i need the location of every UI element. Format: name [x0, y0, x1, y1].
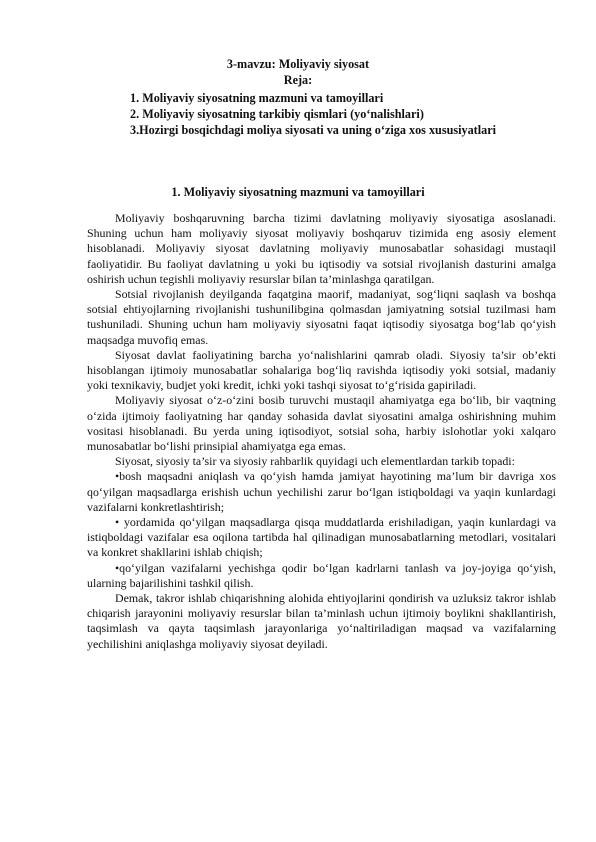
plan-item — [87, 122, 537, 138]
plan-heading: Reja: — [283, 73, 313, 87]
section-title: 1. Moliyaviy siyosatning mazmuni va tamoyillari — [171, 185, 425, 199]
plan-item-text: 1. Moliyaviy siyosatning mazmuni va tamoyillari — [130, 91, 384, 105]
paragraph: Moliyaviy boshqaruvning barcha tizimi davlatning moliyaviy siyosatiga asoslanadi. Shuning uchun ham moliyaviy siyosat moliyaviy boshqaruv tizimida eng asosiy element hisoblanadi. Moliyaviy siyosat davlatning moliyaviy munosabatlar sohasidagi mustaqil faoliyatidir. Bu faoliyat davlatning u yoki bu iqtisodiy va sotsial rivojlanish dasturini amalga oshirish uchun tegishli moliyaviy resurslar bilan ta’minlashga qaratilgan. — [87, 211, 556, 286]
topic-title: 3-mavzu: Moliyaviy siyosat — [226, 57, 370, 71]
paragraph: Siyosat, siyosiy ta’sir va siyosiy rahbarlik quyidagi uch elementlardan tarkib topadi: — [115, 454, 515, 469]
bullet-paragraph: •bosh maqsadni aniqlash va qo‘yish hamda jamiyat hayotining ma’lum bir davriga xos qo‘yilgan maqsadlarga erishish uchun yechilishi zarur bo‘lgan istiqboldagi va yaqin kunlardagi vazifalarni konkretlashtirish; — [87, 469, 556, 514]
body-text — [87, 211, 556, 652]
paragraph: Demak, takror ishlab chiqarishning alohida ehtiyojlarini qondirish va uzluksiz takror ishlab chiqarish jarayonini moliyaviy resurslar bilan ta’minlash uchun ijtimoiy boylikni shakllantirish, taqsimlash va qayta taqsimlash jarayonlariga yo‘naltiriladigan maqsad va vazifalarning yechilishini aniqlashga moliyaviy siyosat deyiladi. — [87, 591, 556, 651]
plan-item — [87, 106, 537, 122]
plan-item-text: 2. Moliyaviy siyosatning tarkibiy qismlari (yo‘nalishlari) — [130, 107, 424, 121]
paragraph: Sotsial rivojlanish deyilganda faqatgina maorif, madaniyat, sog‘liqni saqlash va boshqa sotsial ehtiyojlarning rivojlanishi tushunilibgina qolmasdan jamiyatning sotsial tuzilmasi ham tushuniladi. Shuning uchun ham moliyaviy siyosatni faqat iqtisodiy siyosatga bog‘lab qo‘yish maqsadga muvofiq emas. — [87, 287, 556, 347]
bullet-paragraph: • yordamida qo‘yilgan maqsadlarga qisqa muddatlarda erishiladigan, yaqin kunlardagi va istiqboldagi vazifalar esa oqilona tartibda hal qilinadigan munosabatlarning metodlari, vositalari va konkret shakllarini ishlab chiqish; — [87, 515, 556, 560]
plan-list — [87, 90, 537, 138]
paragraph: Siyosat davlat faoliyatining barcha yo‘nalishlarini qamrab oladi. Siyosiy ta’sir ob’ekti hisoblangan ijtimoiy munosabatlar sohalariga bog‘liq ravishda iqtisodiy yoki sotsial, madaniy yoki texnikaviy, budjet yoki kredit, ichki yoki tashqi siyosat to‘g‘risida gapiriladi. — [87, 347, 556, 393]
paragraph: Moliyaviy siyosat o‘z-o‘zini bosib turuvchi mustaqil ahamiyatga ega bo‘lib, bir vaqtning o‘zida ijtimoiy faoliyatning har qanday sohasida davlat siyosatini amalga oshirishning muhim vositasi hisoblanadi. Bu yerda uning iqtisodiyot, sotsial soha, harbiy islohotlar yoki xalqaro munosabatlar bo‘lishi prinsipial ahamiyatga ega emas. — [87, 393, 556, 454]
plan-item-text: 3.Hozirgi bosqichdagi moliya siyosati va uning o‘ziga xos xususiyatlari — [130, 123, 497, 137]
bullet-paragraph: •qo‘yilgan vazifalarni yechishga qodir bo‘lgan kadrlarni tanlash va joy-joyiga qo‘yish, ularning bajarilishini tashkil qilish. — [87, 560, 556, 590]
plan-item — [87, 90, 537, 106]
